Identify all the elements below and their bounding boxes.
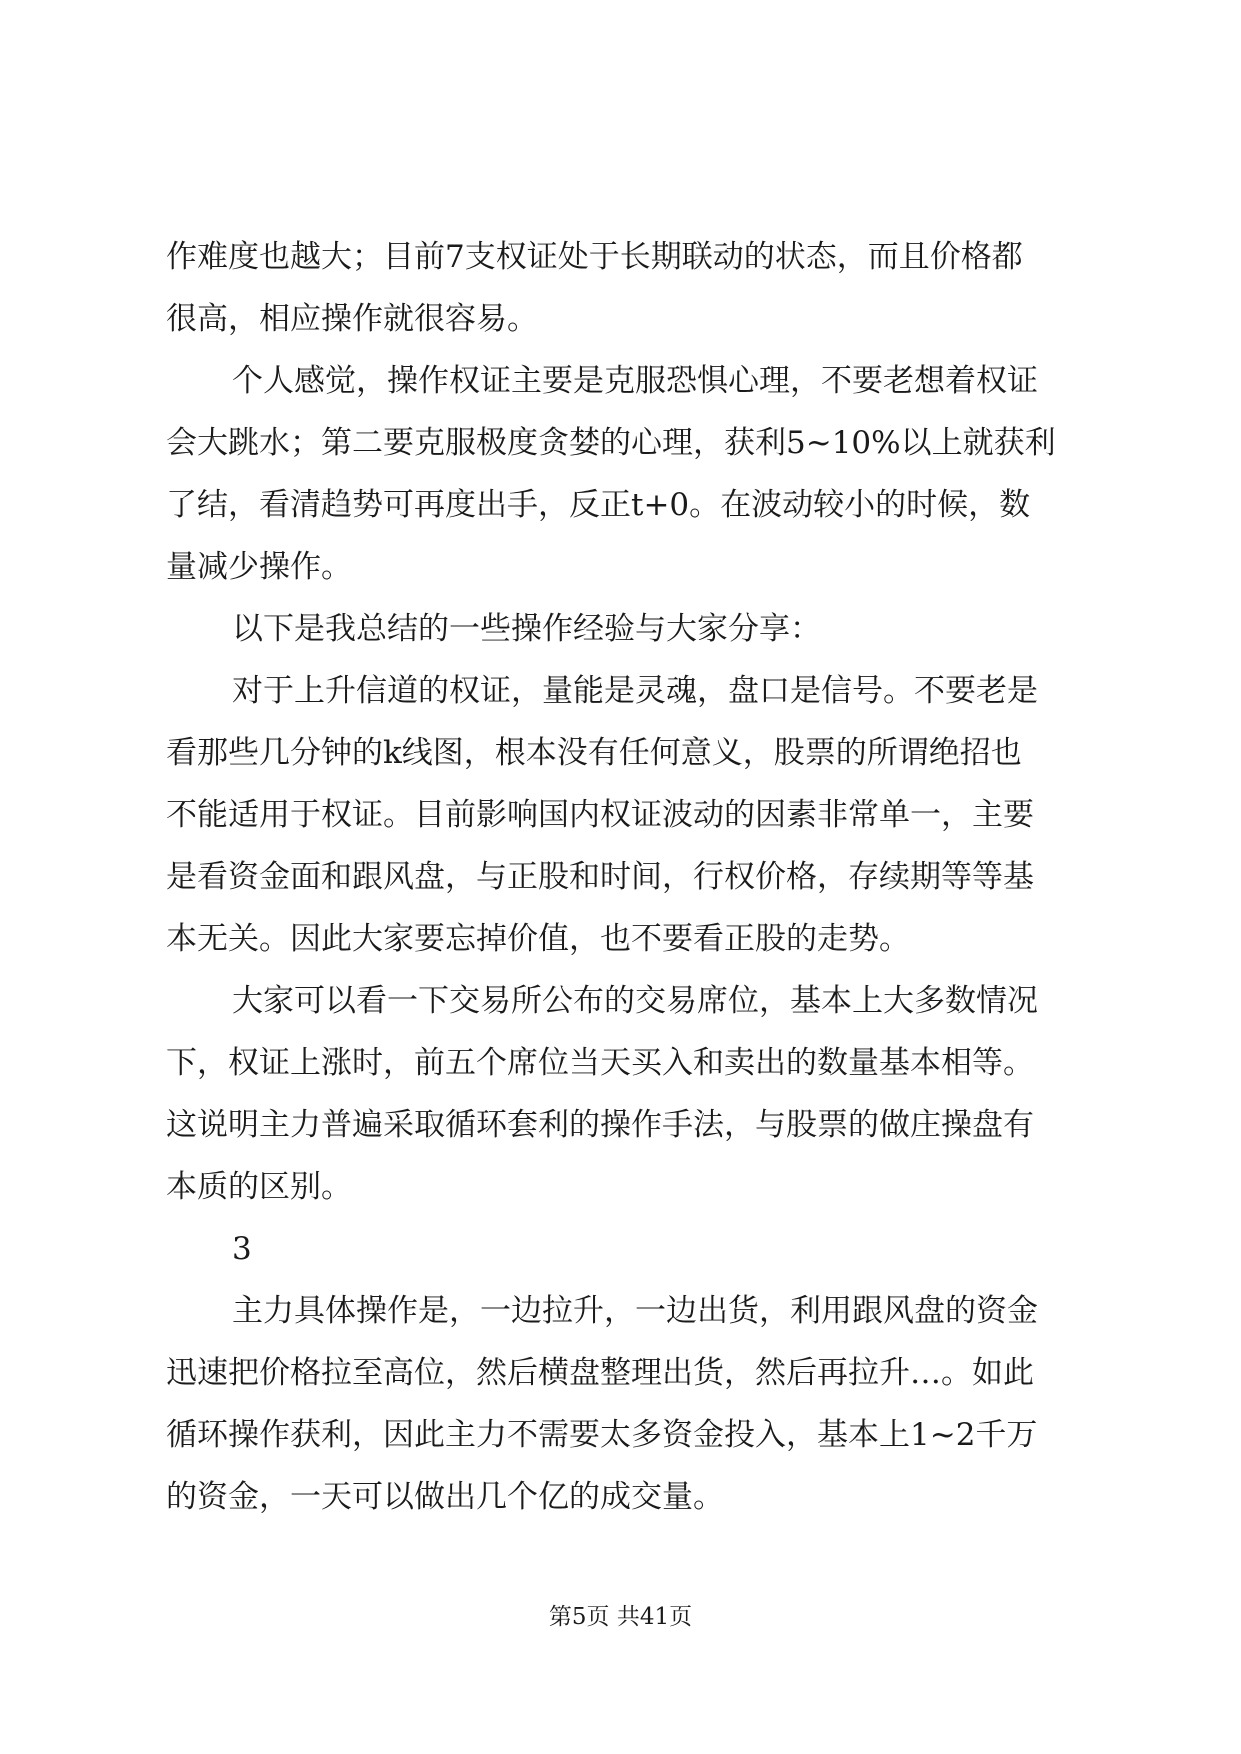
text-line: 了结，看清趋势可再度出手，反正t+0。在波动较小的时候，数	[166, 487, 1031, 523]
text-line: 这说明主力普遍采取循环套利的操作手法，与股票的做庄操盘有	[166, 1107, 1034, 1143]
text-line: 主力具体操作是，一边拉升，一边出货，利用跟风盘的资金	[232, 1293, 1038, 1329]
text-line: 循环操作获利，因此主力不需要太多资金投入，基本上1~2千万	[166, 1417, 1038, 1453]
text-line: 很高，相应操作就很容易。	[166, 301, 538, 337]
text-line: 不能适用于权证。目前影响国内权证波动的因素非常单一，主要	[166, 797, 1034, 833]
page-footer: 第5页 共41页	[548, 1604, 693, 1630]
text-line: 个人感觉，操作权证主要是克服恐惧心理，不要老想着权证	[232, 363, 1038, 399]
text-line: 下，权证上涨时，前五个席位当天买入和卖出的数量基本相等。	[166, 1045, 1034, 1081]
text-line: 大家可以看一下交易所公布的交易席位，基本上大多数情况	[232, 983, 1038, 1019]
text-line: 对于上升信道的权证，量能是灵魂，盘口是信号。不要老是	[232, 673, 1038, 709]
text-line: 量减少操作。	[166, 549, 352, 585]
text-line: 本质的区别。	[166, 1169, 352, 1205]
text-line: 的资金，一天可以做出几个亿的成交量。	[166, 1479, 724, 1515]
body-text	[166, 226, 1076, 1528]
text-line: 本无关。因此大家要忘掉价值，也不要看正股的走势。	[166, 921, 910, 957]
text-line: 会大跳水；第二要克服极度贪婪的心理，获利5~10%以上就获利	[166, 425, 1056, 461]
text-line: 以下是我总结的一些操作经验与大家分享：	[232, 611, 821, 647]
text-line: 是看资金面和跟风盘，与正股和时间，行权价格，存续期等等基	[166, 859, 1034, 895]
text-line: 迅速把价格拉至高位，然后横盘整理出货，然后再拉升…。如此	[166, 1355, 1034, 1391]
text-line: 作难度也越大；目前7支权证处于长期联动的状态，而且价格都	[166, 239, 1023, 275]
section-number: 3	[232, 1231, 252, 1267]
text-line: 看那些几分钟的k线图，根本没有任何意义，股票的所谓绝招也	[166, 735, 1022, 771]
